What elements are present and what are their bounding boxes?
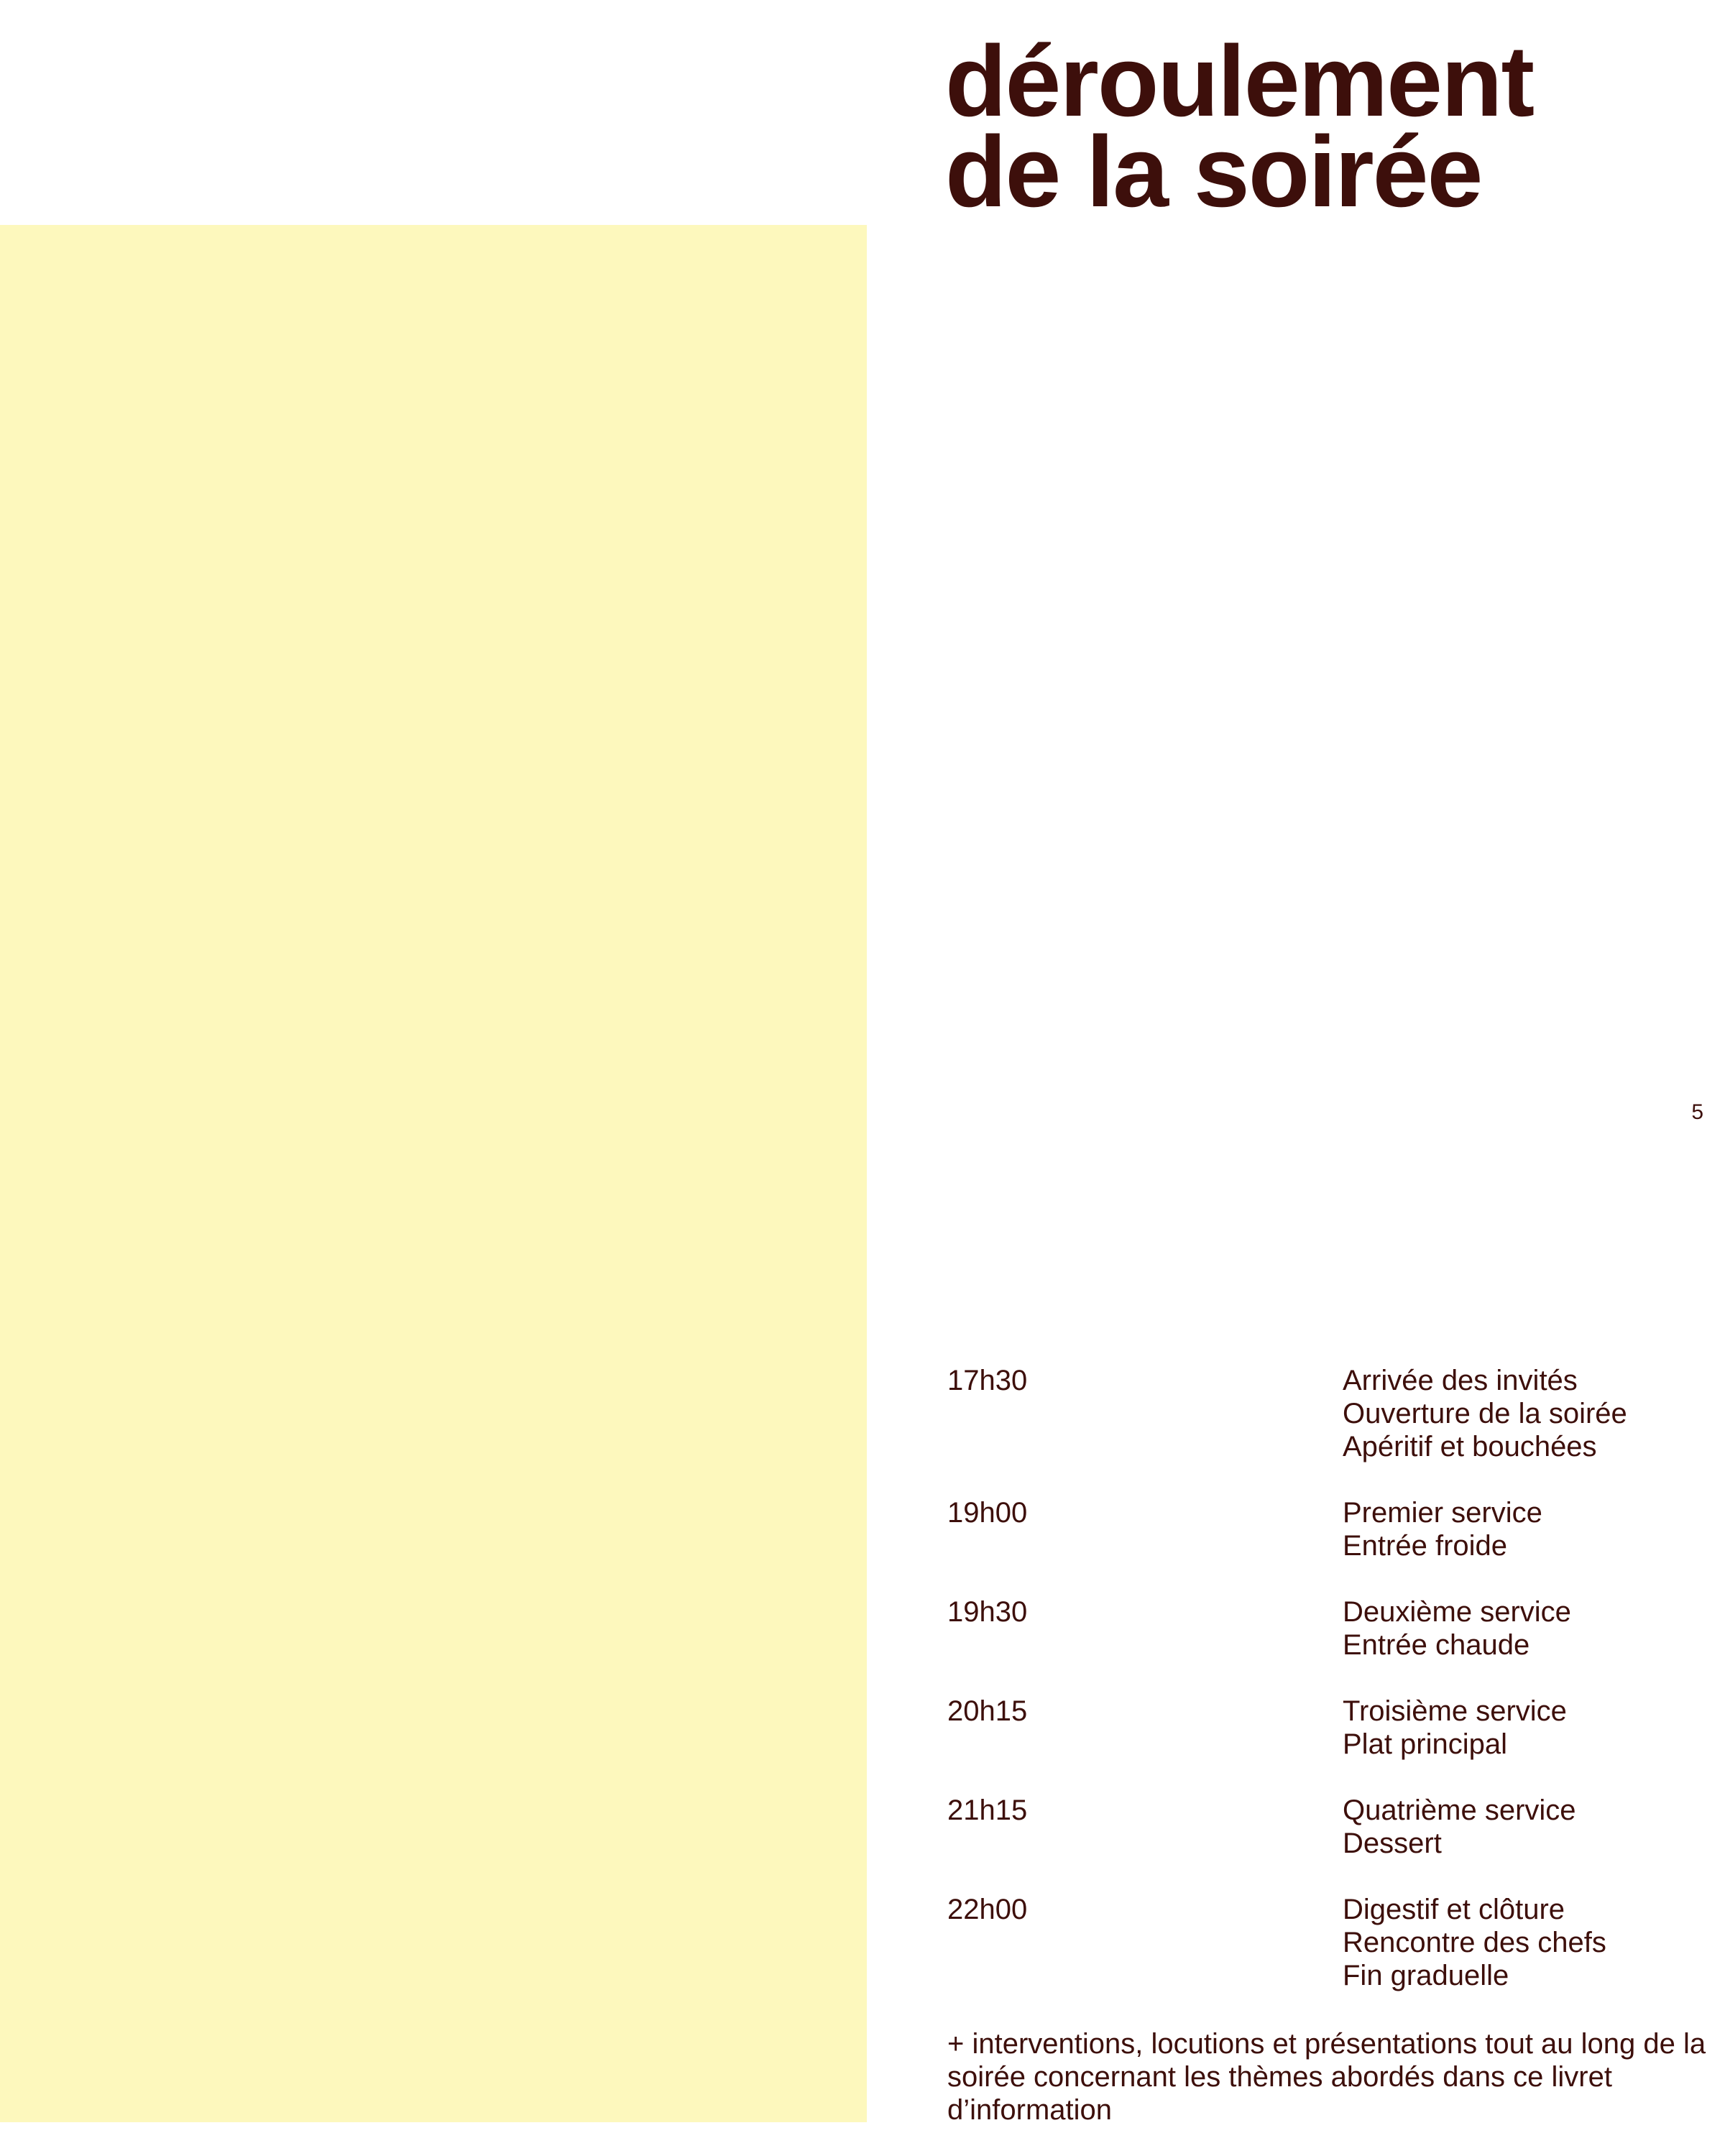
schedule-line: Fin graduelle	[1343, 1960, 1509, 1991]
schedule-time: 19h00	[947, 1497, 1028, 1529]
schedule-line: Quatrième service	[1343, 1795, 1576, 1826]
schedule-line: Ouverture de la soirée	[1343, 1398, 1627, 1429]
page-title-line-2: de la soirée	[945, 115, 1482, 228]
schedule-line: Troisième service	[1343, 1695, 1567, 1727]
schedule-line: Deuxième service	[1343, 1596, 1571, 1628]
schedule-line: Entrée chaude	[1343, 1629, 1530, 1661]
page-number: 5	[1691, 1100, 1703, 1124]
page-title-line-1: déroulement	[945, 24, 1534, 137]
yellow-color-panel	[0, 225, 867, 2122]
schedule-line: Digestif et clôture	[1343, 1894, 1565, 1925]
schedule-time: 20h15	[947, 1695, 1028, 1727]
schedule-item-1900	[947, 1496, 1709, 1562]
schedule-item-1930	[947, 1595, 1709, 1662]
schedule-description	[1343, 1695, 1709, 1761]
schedule-footnote: + interventions, locutions et présentations tout au long de la soirée concernant les thèmes abordés dans ce livret d’information	[947, 2028, 1706, 2126]
schedule-description	[1343, 1595, 1709, 1662]
schedule-time: 19h30	[947, 1596, 1028, 1628]
schedule-item-1730	[947, 1364, 1709, 1463]
schedule-list	[947, 1364, 1709, 2025]
schedule-line: Premier service	[1343, 1497, 1542, 1529]
schedule-description	[1343, 1794, 1709, 1860]
schedule-item-2200	[947, 1893, 1709, 1992]
schedule-line: Entrée froide	[1343, 1530, 1508, 1562]
page-title	[945, 24, 1700, 228]
schedule-line: Apéritif et bouchées	[1343, 1431, 1597, 1462]
schedule-line: Arrivée des invités	[1343, 1365, 1578, 1396]
schedule-line: Rencontre des chefs	[1343, 1927, 1606, 1958]
schedule-item-2115	[947, 1794, 1709, 1860]
schedule-description	[1343, 1496, 1709, 1562]
schedule-line: Plat principal	[1343, 1728, 1508, 1760]
schedule-time: 17h30	[947, 1365, 1028, 1396]
schedule-description	[1343, 1364, 1709, 1463]
schedule-time: 21h15	[947, 1795, 1028, 1826]
schedule-description	[1343, 1893, 1709, 1992]
schedule-time: 22h00	[947, 1894, 1028, 1925]
schedule-item-2015	[947, 1695, 1709, 1761]
schedule-line: Dessert	[1343, 1828, 1442, 1859]
